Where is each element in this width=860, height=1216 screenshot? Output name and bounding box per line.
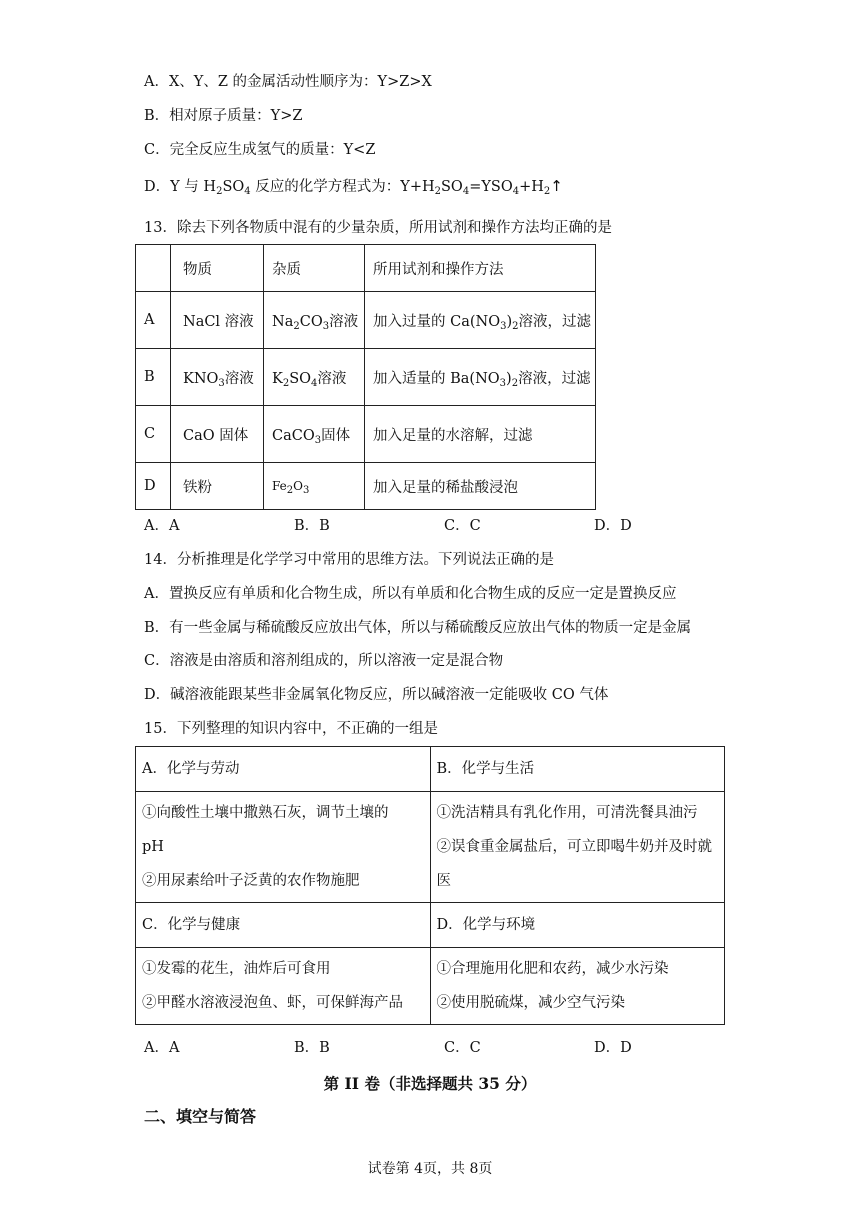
table-header-cell — [136, 245, 171, 292]
table-row — [136, 747, 725, 792]
q15-option-a: A．A — [144, 1040, 180, 1056]
q14-option-d: D．碱溶液能跟某些非金属氧化物反应，所以碱溶液一定能吸收 CO 气体 — [144, 687, 609, 703]
q13-table — [135, 244, 596, 510]
substance-cell: $KNO_3$溶液 — [171, 349, 264, 406]
q13-option-d: D．D — [594, 518, 632, 534]
q15-option-c: C．C — [444, 1040, 481, 1056]
list-item: ①洗洁精具有乳化作用，可清洗餐具油污 — [436, 805, 698, 821]
table-row — [136, 792, 725, 903]
q13-stem: 13．除去下列各物质中混有的少量杂质，所用试剂和操作方法均正确的是 — [144, 220, 612, 236]
list-item: ②误食重金属盐后，可立即喝牛奶并及时就 — [436, 839, 712, 855]
cell-b-body — [430, 792, 725, 903]
list-item: ①发霉的花生，油炸后可食用 — [142, 961, 331, 977]
list-item: 医 — [436, 873, 451, 889]
cell-d-head: D．化学与环境 — [430, 903, 725, 948]
list-item: ②甲醛水溶液浸泡鱼、虾，可保鲜海产品 — [142, 995, 403, 1011]
row-label: B — [136, 349, 171, 406]
table-row — [136, 463, 596, 510]
substance-cell: NaCl 溶液 — [171, 292, 264, 349]
q15-option-b: B．B — [294, 1040, 330, 1056]
row-label: D — [136, 463, 171, 510]
cell-a-head: A．化学与劳动 — [136, 747, 431, 792]
q14-option-a: A．置换反应有单质和化合物生成，所以有单质和化合物生成的反应一定是置换反应 — [144, 586, 677, 602]
impurity-cell: $Fe_2O_3$ — [264, 463, 365, 510]
q13-option-c: C．C — [444, 518, 481, 534]
substance-cell: 铁粉 — [171, 463, 264, 510]
table-header-row — [136, 245, 596, 292]
list-item: ①合理施用化肥和农药，减少水污染 — [436, 961, 669, 977]
list-item: pH — [142, 839, 164, 855]
row-label: A — [136, 292, 171, 349]
method-cell: 加入足量的水溶解，过滤 — [365, 406, 596, 463]
cell-b-head: B．化学与生活 — [430, 747, 725, 792]
cell-c-body — [136, 948, 431, 1025]
q12-option-a: A．X、Y、Z 的金属活动性顺序为：Y>Z>X — [144, 74, 432, 90]
impurity-cell: $K_2SO_4$溶液 — [264, 349, 365, 406]
method-cell: 加入适量的 $Ba(NO_3)_2$溶液，过滤 — [365, 349, 596, 406]
table-header-cell: 物质 — [171, 245, 264, 292]
cell-c-head: C．化学与健康 — [136, 903, 431, 948]
table-header-cell: 杂质 — [264, 245, 365, 292]
table-row — [136, 292, 596, 349]
table-row — [136, 406, 596, 463]
part-heading: 二、填空与简答 — [144, 1107, 257, 1126]
q15-stem: 15．下列整理的知识内容中，不正确的一组是 — [144, 721, 438, 737]
table-header-cell: 所用试剂和操作方法 — [365, 245, 596, 292]
impurity-cell: CaCO$_3$固体 — [264, 406, 365, 463]
q12-option-b: B．相对原子质量：Y>Z — [144, 108, 303, 124]
q13-option-a: A．A — [144, 518, 180, 534]
substance-cell: CaO 固体 — [171, 406, 264, 463]
list-item: ②用尿素给叶子泛黄的农作物施肥 — [142, 873, 360, 889]
table-row — [136, 948, 725, 1025]
q14-option-c: C．溶液是由溶质和溶剂组成的，所以溶液一定是混合物 — [144, 653, 504, 669]
cell-a-body — [136, 792, 431, 903]
q13-option-b: B．B — [294, 518, 330, 534]
q15-option-d: D．D — [594, 1040, 632, 1056]
page-footer: 试卷第 4页，共 8页 — [367, 1161, 493, 1177]
q12-option-c: C．完全反应生成氢气的质量：Y<Z — [144, 142, 376, 158]
up-arrow-icon: ↑ — [550, 177, 563, 195]
cell-d-body — [430, 948, 725, 1025]
list-item: ①向酸性土壤中撒熟石灰，调节土壤的 — [142, 805, 389, 821]
table-row — [136, 903, 725, 948]
table-row — [136, 349, 596, 406]
q14-option-b: B．有一些金属与稀硫酸反应放出气体，所以与稀硫酸反应放出气体的物质一定是金属 — [144, 620, 692, 636]
section-title: 第 II 卷（非选择题共 35 分） — [323, 1074, 537, 1093]
method-cell: 加入足量的稀盐酸浸泡 — [365, 463, 596, 510]
q15-table — [135, 746, 725, 1025]
q12-option-d: D．Y 与 $H_2SO_4$ 反应的化学方程式为：$Y+H_2SO_4=YSO_4+H_2↑$ — [144, 177, 563, 197]
q14-stem: 14．分析推理是化学学习中常用的思维方法。下列说法正确的是 — [144, 552, 554, 568]
impurity-cell: $Na_2CO_3$溶液 — [264, 292, 365, 349]
method-cell: 加入过量的 $Ca(NO_3)_2$溶液，过滤 — [365, 292, 596, 349]
row-label: C — [136, 406, 171, 463]
list-item: ②使用脱硫煤，减少空气污染 — [436, 995, 625, 1011]
